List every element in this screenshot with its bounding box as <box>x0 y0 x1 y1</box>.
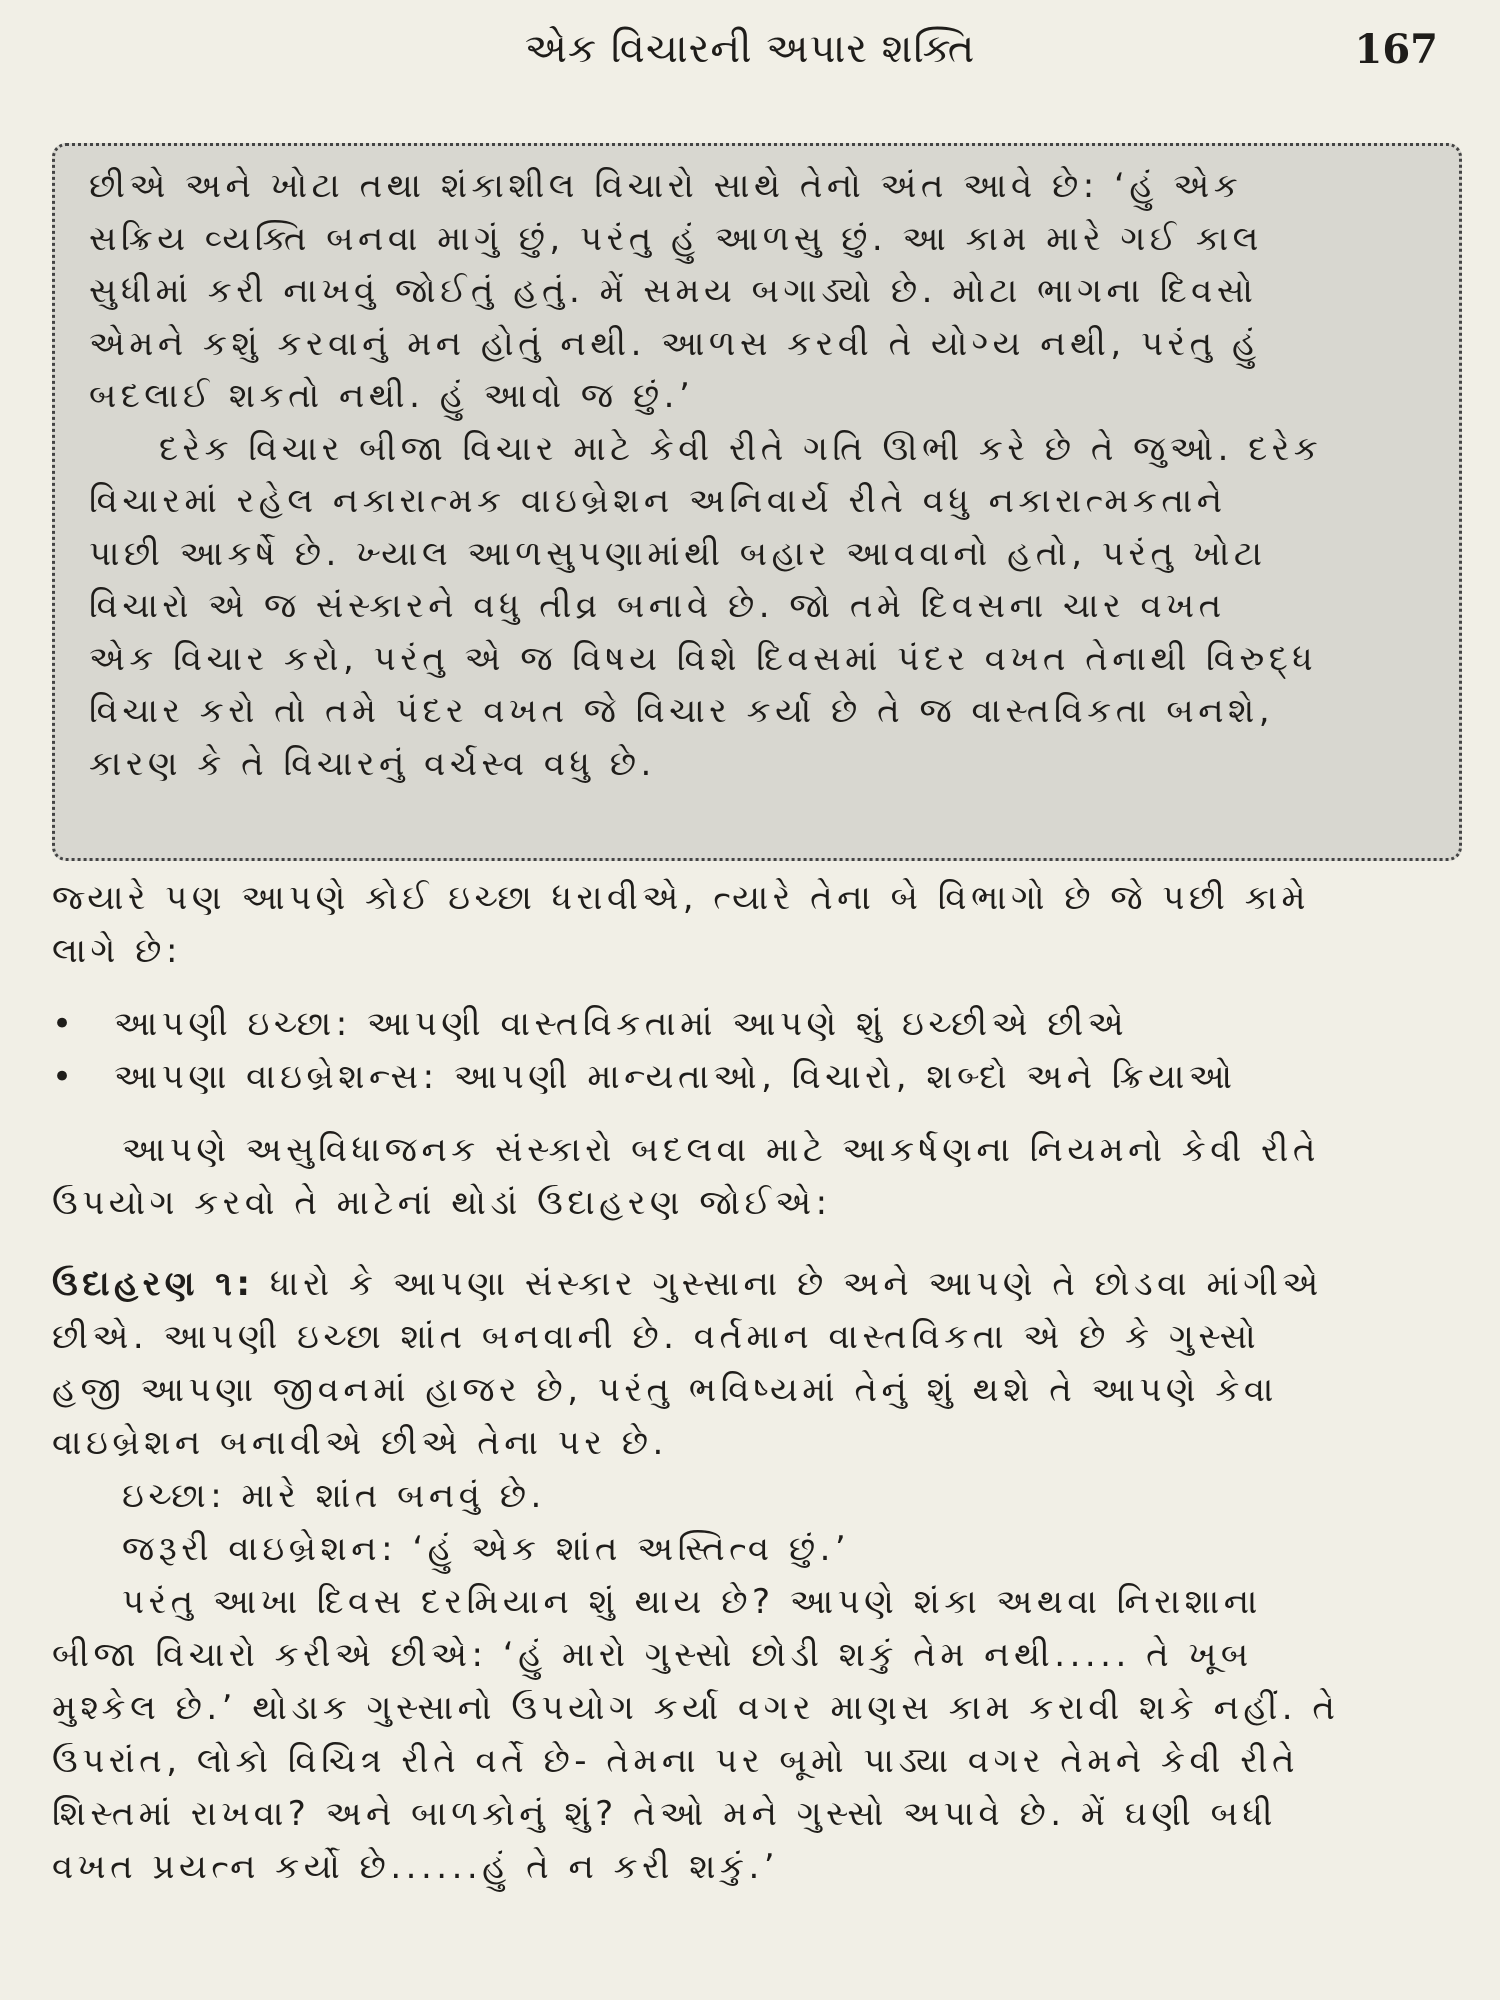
body-line: હજી આપણા જીવનમાં હાજર છે, પરંતુ ભવિષ્યમાં તેનું શું થશે તે આપણે કેવા <box>52 1370 1278 1410</box>
bullet-text: આપણી ઇચ્છા: આપણી વાસ્તવિકતામાં આપણે શું ઇચ્છીએ છીએ <box>114 1004 1129 1044</box>
body-line: ઉપરાંત, લોકો વિચિત્ર રીતે વર્તે છે- તેમના પર બૂમો પાડ્યા વગર તેમને કેવી રીતે <box>52 1741 1300 1781</box>
desire-line: ઇચ્છા: મારે શાંત બનવું છે. <box>122 1476 546 1516</box>
body-line: છીએ. આપણી ઇચ્છા શાંત બનવાની છે. વર્તમાન વાસ્તવિકતા એ છે કે ગુસ્સો <box>52 1317 1261 1357</box>
example-label: ઉદાહરણ ૧: <box>52 1264 255 1304</box>
main-text <box>52 872 1462 1894</box>
page-number: 167 <box>1354 26 1438 73</box>
bullet-item <box>52 998 1462 1051</box>
bullet-dot-icon: • <box>52 1004 73 1044</box>
example-first-line-text: ધારો કે આપણા સંસ્કાર ગુસ્સાના છે અને આપણે તે છોડવા માંગીએ <box>254 1264 1323 1304</box>
bullet-dot-icon: • <box>52 1057 73 1097</box>
body-line: મુશ્કેલ છે.’ થોડાક ગુસ્સાનો ઉપયોગ કર્યા વગર માણસ કામ કરાવી શકે નહીં. તે <box>52 1688 1340 1728</box>
bullet-text: આપણા વાઇબ્રેશન્સ: આપણી માન્યતાઓ, વિચારો, શબ્દો અને ક્રિયાઓ <box>114 1057 1237 1097</box>
boxed-line: એમને કશું કરવાનું મન હોતું નથી. આળસ કરવી તે યોગ્ય નથી, પરંતુ હું <box>89 323 1261 364</box>
example-first-line <box>52 1258 1462 1311</box>
boxed-text-panel <box>52 143 1462 861</box>
bullet-item <box>52 1051 1462 1104</box>
boxed-line: વિચારો એ જ સંસ્કારને વધુ તીવ્ર બનાવે છે. જો તમે દિવસના ચાર વખત <box>89 586 1226 626</box>
body-line: ઉપયોગ કરવો તે માટેનાં થોડાં ઉદાહરણ જોઈએ: <box>52 1183 832 1223</box>
body-line: શિસ્તમાં રાખવા? અને બાળકોનું શું? તેઓ મને ગુસ્સો અપાવે છે. મેં ઘણી બધી <box>52 1794 1278 1834</box>
boxed-line: વિચારમાં રહેલ નકારાત્મક વાઇબ્રેશન અનિવાર્ય રીતે વધુ નકારાત્મકતાને <box>89 481 1227 521</box>
body-line: લાગે છે: <box>52 931 182 971</box>
boxed-line: સક્રિય વ્યક્તિ બનવા માગું છું, પરંતુ હું આળસુ છું. આ કામ મારે ગઈ કાલ <box>89 218 1263 259</box>
boxed-line: પાછી આકર્ષે છે. ખ્યાલ આળસુપણામાંથી બહાર આવવાનો હતો, પરંતુ ખોટા <box>89 533 1267 574</box>
body-line: વાઇબ્રેશન બનાવીએ છીએ તેના પર છે. <box>52 1423 668 1463</box>
body-line: વખત પ્રયત્ન કર્યો છે......હું તે ન કરી શકું.’ <box>52 1847 780 1887</box>
boxed-line: સુધીમાં કરી નાખવું જોઈતું હતું. મેં સમય બગાડ્યો છે. મોટા ભાગના દિવસો <box>89 271 1258 311</box>
boxed-line: દરેક વિચાર બીજા વિચાર માટે કેવી રીતે ગતિ ઊભી કરે છે તે જુઓ. દરેક <box>159 428 1323 469</box>
boxed-line: એક વિચાર કરો, પરંતુ એ જ વિષય વિશે દિવસમાં પંદર વખત તેનાથી વિરુદ્ધ <box>89 638 1318 679</box>
vibration-line: જરૂરી વાઇબ્રેશન: ‘હું એક શાંત અસ્તિત્વ છું.’ <box>122 1529 851 1569</box>
page-header <box>0 26 1500 86</box>
body-line: પરંતુ આખા દિવસ દરમિયાન શું થાય છે? આપણે શંકા અથવા નિરાશાના <box>122 1582 1262 1622</box>
boxed-line: કારણ કે તે વિચારનું વર્ચસ્વ વધુ છે. <box>89 743 656 784</box>
body-line: આપણે અસુવિધાજનક સંસ્કારો બદલવા માટે આકર્ષણના નિયમનો કેવી રીતે <box>122 1130 1320 1170</box>
body-line: બીજા વિચારો કરીએ છીએ: ‘હું મારો ગુસ્સો છોડી શકું તેમ નથી..... તે ખૂબ <box>52 1635 1253 1675</box>
boxed-line: વિચાર કરો તો તમે પંદર વખત જે વિચાર કર્યા છે તે જ વાસ્તવિકતા બનશે, <box>89 691 1275 731</box>
body-line: જ્યારે પણ આપણે કોઈ ઇચ્છા ધરાવીએ, ત્યારે તેના બે વિભાગો છે જે પછી કામે <box>52 878 1311 918</box>
boxed-line: છીએ અને ખોટા તથા શંકાશીલ વિચારો સાથે તેનો અંત આવે છે: ‘હું એક <box>89 166 1243 206</box>
running-title: એક વિચારની અપાર શક્તિ <box>524 26 976 72</box>
boxed-line: બદલાઈ શકતો નથી. હું આવો જ છું.’ <box>89 376 695 416</box>
